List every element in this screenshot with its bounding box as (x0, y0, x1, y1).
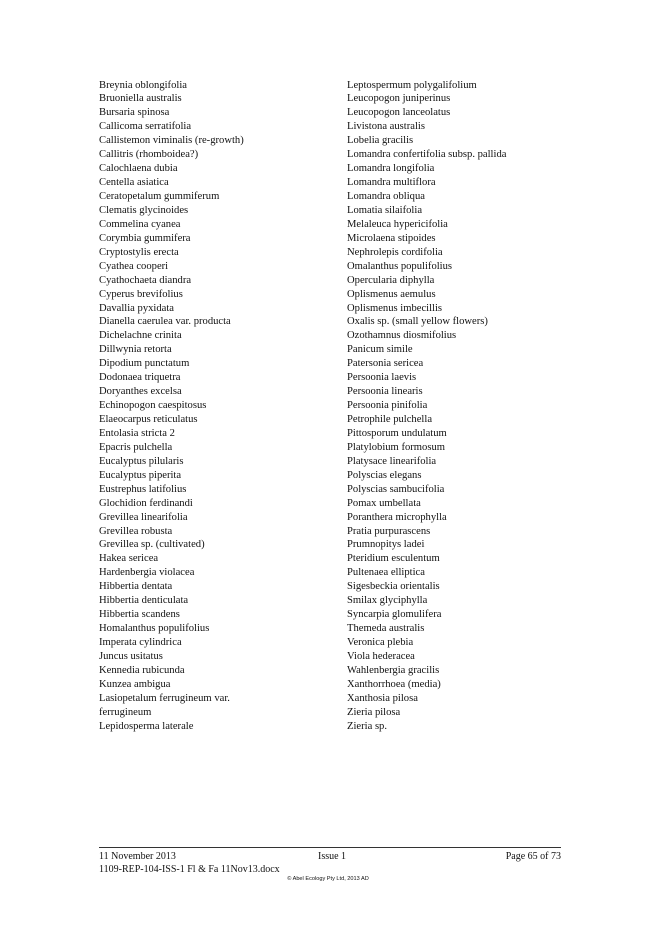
footer-page-number: Page 65 of 73 (505, 851, 561, 862)
species-item: Hibbertia denticulata (99, 595, 189, 607)
footer-document-ref: 1109-REP-104-ISS-1 Fl & Fa 11Nov13.docx (99, 864, 280, 875)
species-item: Lasiopetalum ferrugineum var. (99, 692, 230, 704)
species-item: Cryptostylis erecta (99, 246, 179, 258)
species-list-right (347, 79, 577, 734)
species-item: Veronica plebia (347, 637, 414, 648)
species-item: Juncus usitatus (99, 650, 163, 662)
species-item: Calochlaena dubia (99, 163, 178, 175)
species-item: Homalanthus populifolius (99, 623, 210, 635)
species-item: Poranthera microphylla (347, 511, 447, 523)
species-item: Zieria pilosa (347, 706, 401, 718)
species-item: Bursaria spinosa (99, 107, 170, 119)
species-item: Imperata cylindrica (99, 637, 182, 648)
species-item: ferrugineum (99, 706, 152, 718)
species-item: Eucalyptus piperita (99, 469, 182, 481)
species-item: Lomandra longifolia (347, 163, 435, 175)
species-item: Platylobium formosum (347, 441, 445, 453)
species-item: Hibbertia scandens (99, 609, 180, 621)
species-item: Entolasia stricta 2 (99, 427, 175, 439)
species-item: Dillwynia retorta (99, 344, 172, 356)
species-item: Kunzea ambigua (99, 678, 171, 690)
species-item: Xanthosia pilosa (347, 692, 418, 704)
species-item: Cyperus brevifolius (99, 288, 183, 300)
species-item: Glochidion ferdinandi (99, 497, 193, 509)
species-item: Zieria sp. (347, 720, 388, 732)
species-item: Grevillea sp. (cultivated) (99, 539, 205, 551)
species-item: Ozothamnus diosmifolius (347, 330, 457, 342)
species-item: Polyscias elegans (347, 469, 422, 481)
species-item: Dianella caerulea var. producta (99, 316, 231, 328)
species-item: Opercularia diphylla (347, 274, 435, 286)
species-item: Platysace linearifolia (347, 455, 437, 467)
species-item: Panicum simile (347, 344, 413, 356)
species-item: Leptospermum polygalifolium (347, 79, 477, 91)
species-item: Breynia oblongifolia (99, 79, 187, 91)
species-item: Cyathea cooperi (99, 260, 169, 272)
species-item: Clematis glycinoides (99, 204, 189, 216)
species-item: Dipodium punctatum (99, 358, 190, 370)
footer-date: 11 November 2013 (99, 851, 176, 862)
species-item: Commelina cyanea (99, 218, 181, 230)
footer-copyright: © Abel Ecology Pty Ltd, 2013 AD (287, 876, 369, 882)
species-item: Oplismenus imbecillis (347, 302, 443, 314)
species-item: Davallia pyxidata (99, 302, 175, 314)
species-item: Microlaena stipoides (347, 232, 436, 244)
species-item: Xanthorrhoea (media) (347, 678, 441, 690)
species-item: Lobelia gracilis (347, 135, 414, 147)
species-item: Wahlenbergia gracilis (347, 664, 440, 676)
species-item: Echinopogon caespitosus (99, 400, 207, 412)
footer-issue: Issue 1 (318, 851, 347, 862)
species-item: Lomandra obliqua (347, 191, 425, 202)
species-item: Leucopogon juniperinus (347, 93, 451, 105)
species-item: Cyathochaeta diandra (99, 274, 192, 286)
species-item: Pultenaea elliptica (347, 567, 425, 579)
species-item: Prumnopitys ladei (347, 539, 425, 551)
species-item: Syncarpia glomulifera (347, 609, 442, 621)
species-item: Smilax glyciphylla (347, 595, 428, 607)
species-item: Lomandra multiflora (347, 177, 436, 189)
species-item: Pteridium esculentum (347, 553, 440, 565)
species-item: Grevillea robusta (99, 525, 173, 537)
species-item: Livistona australis (347, 121, 425, 133)
species-item: Callicoma serratifolia (99, 121, 192, 133)
species-item: Hibbertia dentata (99, 581, 173, 593)
species-item: Dodonaea triquetra (99, 372, 181, 384)
species-item: Viola hederacea (347, 650, 415, 662)
species-item: Persoonia laevis (347, 372, 417, 384)
species-item: Doryanthes excelsa (99, 386, 182, 398)
species-item: Elaeocarpus reticulatus (99, 414, 198, 425)
species-item: Nephrolepis cordifolia (347, 246, 443, 258)
species-item: Pomax umbellata (347, 497, 421, 509)
species-item: Lepidosperma laterale (99, 720, 194, 732)
species-item: Bruoniella australis (99, 93, 182, 105)
species-item: Callitris (rhomboidea?) (99, 149, 199, 161)
species-item: Patersonia sericea (347, 358, 424, 370)
species-item: Persoonia linearis (347, 386, 423, 398)
species-item: Sigesbeckia orientalis (347, 581, 440, 593)
species-item: Corymbia gummifera (99, 232, 191, 244)
species-item: Oxalis sp. (small yellow flowers) (347, 316, 488, 328)
species-item: Melaleuca hypericifolia (347, 218, 448, 230)
species-item: Callistemon viminalis (re-growth) (99, 135, 244, 147)
species-item: Persoonia pinifolia (347, 400, 428, 412)
species-item: Centella asiatica (99, 177, 169, 189)
species-item: Leucopogon lanceolatus (347, 107, 451, 119)
species-item: Dichelachne crinita (99, 330, 182, 342)
species-item: Pratia purpurascens (347, 525, 431, 537)
species-item: Eustrephus latifolius (99, 483, 187, 495)
species-item: Oplismenus aemulus (347, 288, 436, 300)
species-item: Themeda australis (347, 623, 425, 635)
species-item: Kennedia rubicunda (99, 664, 185, 676)
species-item: Polyscias sambucifolia (347, 483, 445, 495)
species-item: Omalanthus populifolius (347, 260, 453, 272)
footer-divider (99, 847, 561, 848)
species-list-left (99, 79, 299, 734)
species-item: Hardenbergia violacea (99, 567, 195, 579)
species-item: Petrophile pulchella (347, 414, 433, 425)
species-item: Lomandra confertifolia subsp. pallida (347, 149, 507, 161)
species-item: Pittosporum undulatum (347, 427, 447, 439)
species-item: Epacris pulchella (99, 441, 173, 453)
species-item: Eucalyptus pilularis (99, 455, 184, 467)
species-item: Grevillea linearifolia (99, 511, 188, 523)
species-item: Ceratopetalum gummiferum (99, 191, 220, 202)
species-item: Lomatia silaifolia (347, 204, 423, 216)
species-item: Hakea sericea (99, 553, 159, 565)
